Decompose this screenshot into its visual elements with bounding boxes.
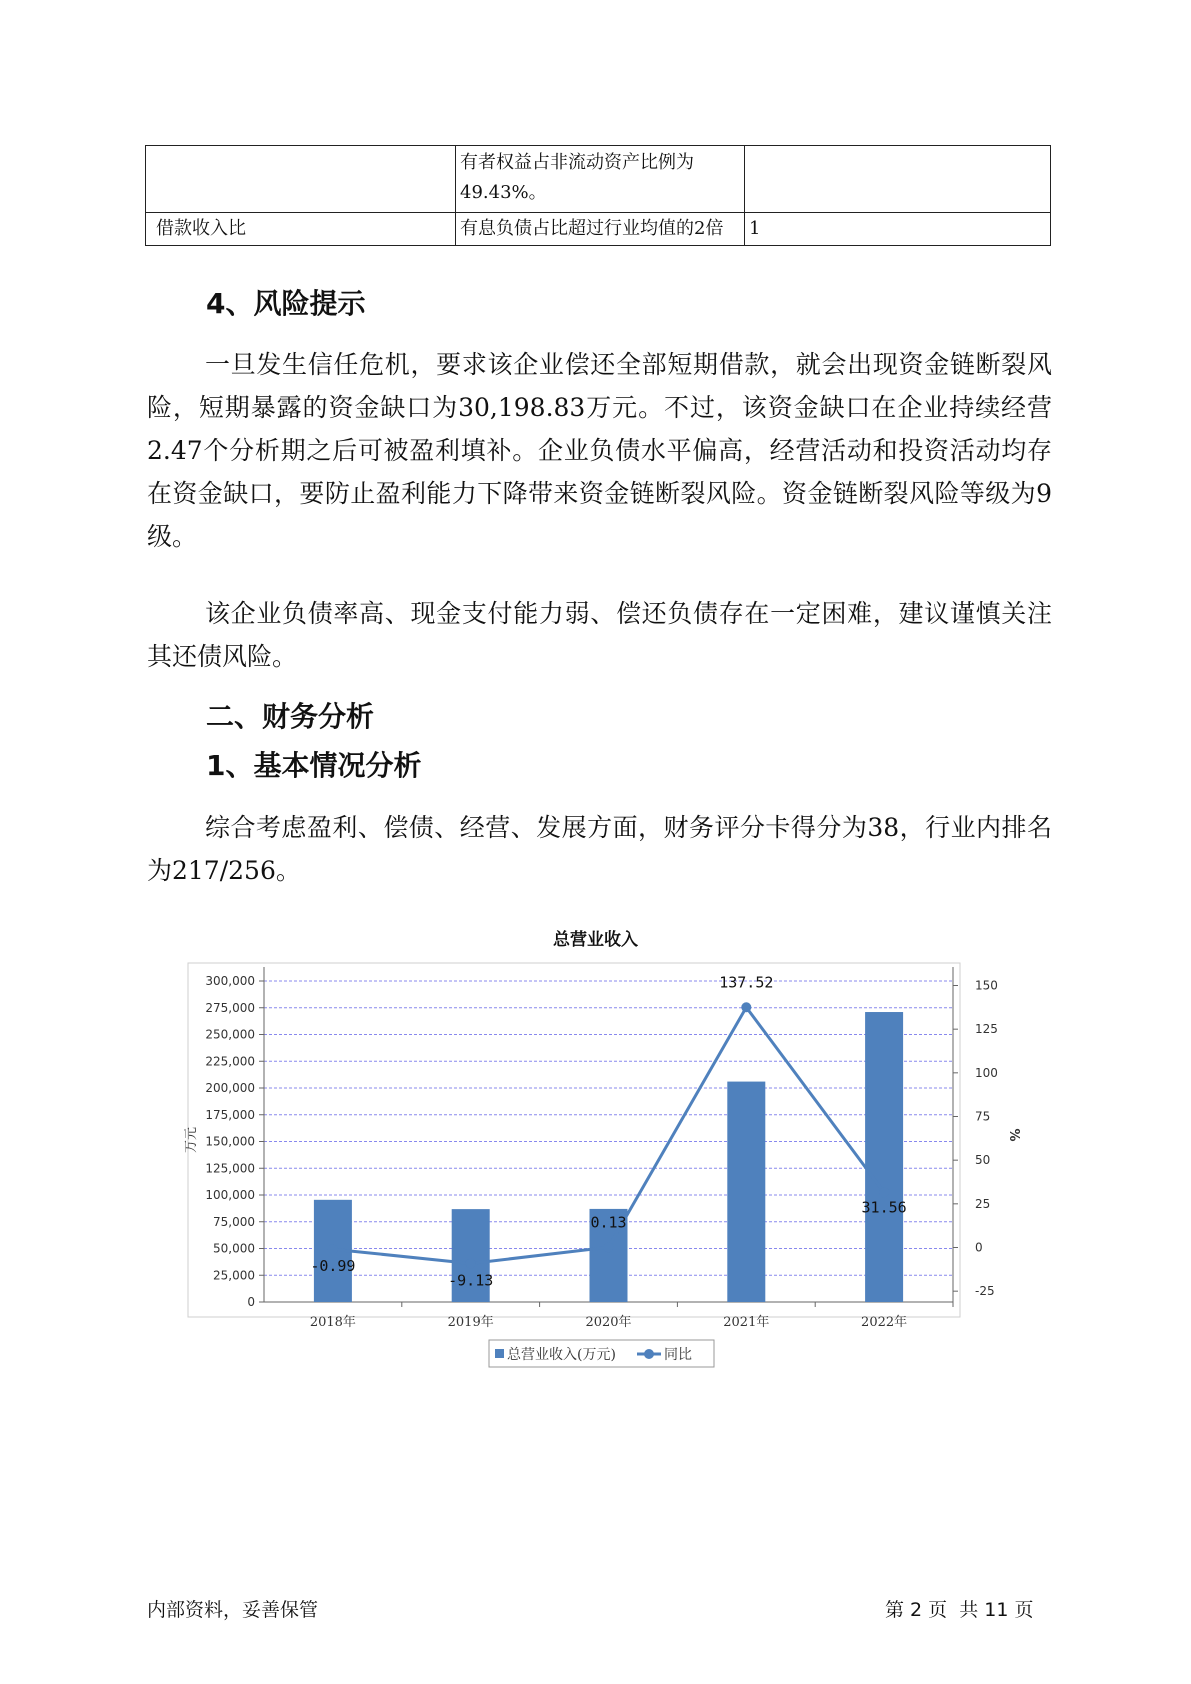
bar <box>865 1012 903 1302</box>
yoy-data-label: 31.56 <box>861 1198 907 1217</box>
y-right-tick-label: 25 <box>975 1196 991 1211</box>
y-left-tick-label: 250,000 <box>205 1027 255 1042</box>
y-left-tick-label: 125,000 <box>205 1161 255 1176</box>
y-right-axis-label: % <box>1006 1128 1021 1142</box>
bar <box>727 1082 765 1302</box>
y-right-tick-label: 125 <box>975 1022 998 1037</box>
risk-paragraph-1: 一旦发生信任危机，要求该企业偿还全部短期借款，就会出现资金链断裂风险，短期暴露的资金缺口为30,198.83万元。不过，该资金缺口在企业持续经营 2.47个分析期之后可被盈利填补。企业负债水平偏高，经营活动和投资活动均存在资金缺口，要防止盈利能力下降带来资金链断裂风险。资金链断裂风险等级为9级。 <box>147 350 1052 551</box>
table-cell-text: 有者权益占非流动资产比例为 <box>460 152 694 173</box>
y-left-tick-label: 200,000 <box>205 1081 255 1095</box>
legend-line-label: 同比 <box>664 1347 692 1363</box>
legend-bar-swatch <box>495 1349 504 1358</box>
footer-confidential: 内部资料，妥善保管 <box>147 1599 319 1621</box>
yoy-point <box>879 1187 889 1197</box>
y-right-tick-label: 50 <box>975 1153 991 1168</box>
section-heading-basic: 1、基本情况分析 <box>206 749 422 782</box>
footer-page-number: 第 2 页 共 11 页 <box>885 1599 1034 1621</box>
yoy-data-label: 0.13 <box>590 1213 627 1232</box>
table-cell: 1 <box>745 213 1051 246</box>
chart-title: 总营业收入 <box>553 930 638 950</box>
legend-line-marker <box>644 1349 654 1359</box>
yoy-point <box>328 1244 338 1254</box>
y-left-tick-label: 150,000 <box>205 1134 255 1149</box>
y-right-tick-label: -25 <box>975 1284 995 1299</box>
y-left-tick-label: 0 <box>247 1295 255 1309</box>
y-left-tick-label: 300,000 <box>205 974 255 988</box>
y-left-tick-label: 75,000 <box>213 1214 255 1229</box>
y-left-tick-label: 275,000 <box>205 1000 255 1015</box>
section-heading-risk: 4、风险提示 <box>206 287 366 320</box>
x-tick-label: 2021年 <box>723 1315 770 1330</box>
legend-bar-label: 总营业收入(万元) <box>507 1347 616 1363</box>
yoy-data-label: -0.99 <box>310 1257 356 1276</box>
x-tick-label: 2022年 <box>861 1315 908 1330</box>
y-left-tick-label: 25,000 <box>213 1268 255 1283</box>
table-cell: 借款收入比 <box>146 213 456 246</box>
x-tick-label: 2018年 <box>309 1315 356 1330</box>
yoy-data-label: -9.13 <box>448 1271 494 1290</box>
y-right-tick-label: 100 <box>975 1065 998 1080</box>
y-left-tick-label: 225,000 <box>205 1054 255 1069</box>
basic-paragraph: 综合考虑盈利、偿债、经营、发展方面，财务评分卡得分为38，行业内排名为217/256。 <box>147 813 1052 885</box>
table-cell: 有息负债占比超过行业均值的2倍 <box>456 213 745 246</box>
y-left-tick-label: 50,000 <box>213 1241 255 1256</box>
yoy-point <box>466 1258 476 1268</box>
x-tick-label: 2020年 <box>585 1315 632 1330</box>
risk-paragraph-2: 该企业负债率高、现金支付能力弱、偿还负债存在一定困难，建议谨慎关注其还债风险。 <box>147 599 1052 671</box>
y-left-tick-label: 100,000 <box>205 1188 255 1202</box>
y-right-tick-label: 0 <box>975 1240 983 1255</box>
section-heading-finance: 二、财务分析 <box>206 700 375 733</box>
y-left-axis-label: 万元 <box>184 1126 199 1154</box>
yoy-point <box>741 1002 751 1012</box>
y-right-tick-label: 150 <box>975 978 998 993</box>
yoy-point <box>604 1242 614 1252</box>
y-left-tick-label: 175,000 <box>205 1107 255 1122</box>
y-right-tick-label: 75 <box>975 1109 991 1124</box>
table-cell-text: 49.43%。 <box>460 182 547 203</box>
yoy-data-label: 137.52 <box>719 973 774 992</box>
x-tick-label: 2019年 <box>447 1315 494 1330</box>
